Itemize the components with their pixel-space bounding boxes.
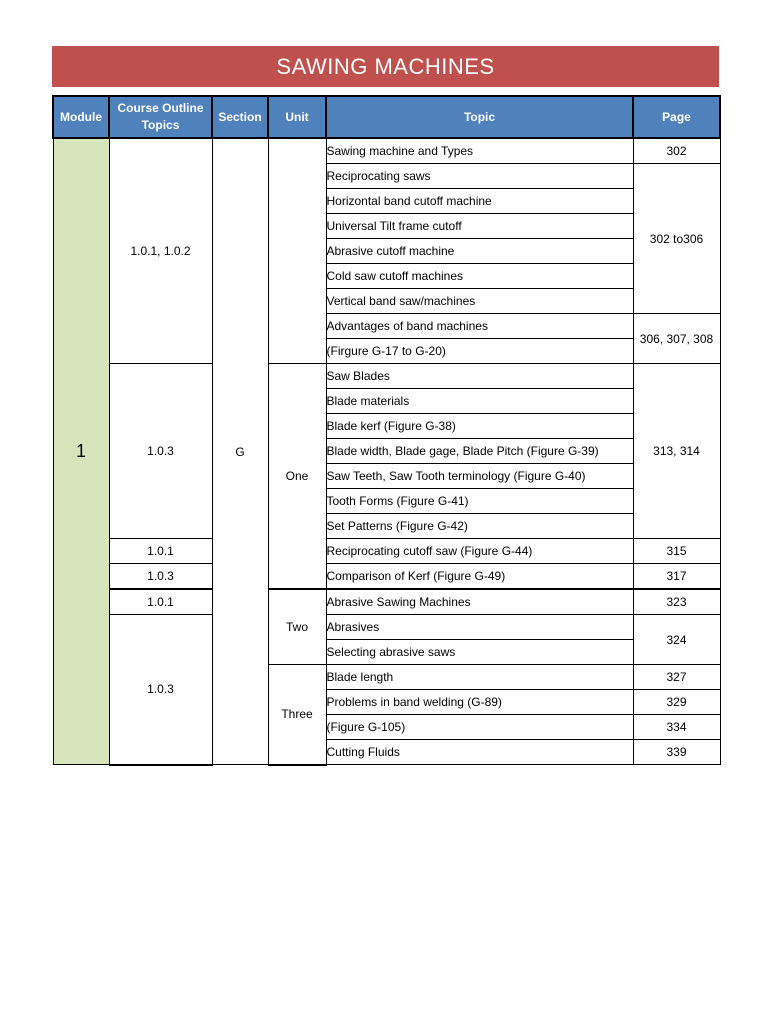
topic-cell: Sawing machine and Types <box>326 138 633 164</box>
page-cell: 302 to306 <box>633 164 720 314</box>
topic-cell: Blade materials <box>326 389 633 414</box>
topic-cell: Comparison of Kerf (Figure G-49) <box>326 564 633 590</box>
table-row <box>53 589 720 615</box>
page-cell: 313, 314 <box>633 364 720 539</box>
course-outline-table <box>52 95 721 766</box>
topic-cell: Cutting Fluids <box>326 740 633 765</box>
page-cell: 302 <box>633 138 720 164</box>
unit-cell: One <box>268 364 326 590</box>
page-cell: 323 <box>633 589 720 615</box>
table-row <box>53 138 720 164</box>
unit-cell: Two <box>268 589 326 665</box>
course-topic-cell: 1.0.1 <box>109 539 212 564</box>
header-section: Section <box>212 96 268 138</box>
topic-cell: Reciprocating saws <box>326 164 633 189</box>
unit-cell: Three <box>268 665 326 765</box>
topic-cell: (Figure G-105) <box>326 715 633 740</box>
table-row <box>53 615 720 640</box>
section-cell: G <box>212 138 268 765</box>
topic-cell: Problems in band welding (G-89) <box>326 690 633 715</box>
course-topic-cell: 1.0.3 <box>109 564 212 590</box>
header-topic: Topic <box>326 96 633 138</box>
module-cell: 1 <box>53 138 109 765</box>
page-cell: 324 <box>633 615 720 665</box>
topic-cell: Abrasive Sawing Machines <box>326 589 633 615</box>
course-topic-cell: 1.0.1 <box>109 589 212 615</box>
header-unit: Unit <box>268 96 326 138</box>
header-course-outline: Course Outline Topics <box>109 96 212 138</box>
page-title: SAWING MACHINES <box>52 46 719 87</box>
page-cell: 334 <box>633 715 720 740</box>
topic-cell: Tooth Forms (Figure G-41) <box>326 489 633 514</box>
topic-cell: Horizontal band cutoff machine <box>326 189 633 214</box>
page-cell: 327 <box>633 665 720 690</box>
topic-cell: Abrasive cutoff machine <box>326 239 633 264</box>
topic-cell: Advantages of band machines <box>326 314 633 339</box>
topic-cell: Blade kerf (Figure G-38) <box>326 414 633 439</box>
topic-cell: Blade length <box>326 665 633 690</box>
table-row <box>53 564 720 590</box>
header-row <box>53 96 720 138</box>
topic-cell: Saw Teeth, Saw Tooth terminology (Figure G-40) <box>326 464 633 489</box>
topic-cell: Cold saw cutoff machines <box>326 264 633 289</box>
header-page: Page <box>633 96 720 138</box>
page-cell: 315 <box>633 539 720 564</box>
course-topic-cell: 1.0.3 <box>109 615 212 765</box>
topic-cell: (Firgure G-17 to G-20) <box>326 339 633 364</box>
topic-cell: Universal Tilt frame cutoff <box>326 214 633 239</box>
page-cell: 317 <box>633 564 720 590</box>
topic-cell: Set Patterns (Figure G-42) <box>326 514 633 539</box>
topic-cell: Selecting abrasive saws <box>326 640 633 665</box>
topic-cell: Blade width, Blade gage, Blade Pitch (Figure G-39) <box>326 439 633 464</box>
table-row <box>53 539 720 564</box>
topic-cell: Saw Blades <box>326 364 633 389</box>
table-row <box>53 364 720 389</box>
topic-cell: Reciprocating cutoff saw (Figure G-44) <box>326 539 633 564</box>
unit-cell <box>268 138 326 364</box>
topic-cell: Abrasives <box>326 615 633 640</box>
header-module: Module <box>53 96 109 138</box>
page-cell: 306, 307, 308 <box>633 314 720 364</box>
course-topic-cell: 1.0.1, 1.0.2 <box>109 138 212 364</box>
page-cell: 329 <box>633 690 720 715</box>
topic-cell: Vertical band saw/machines <box>326 289 633 314</box>
course-topic-cell: 1.0.3 <box>109 364 212 539</box>
page-cell: 339 <box>633 740 720 765</box>
